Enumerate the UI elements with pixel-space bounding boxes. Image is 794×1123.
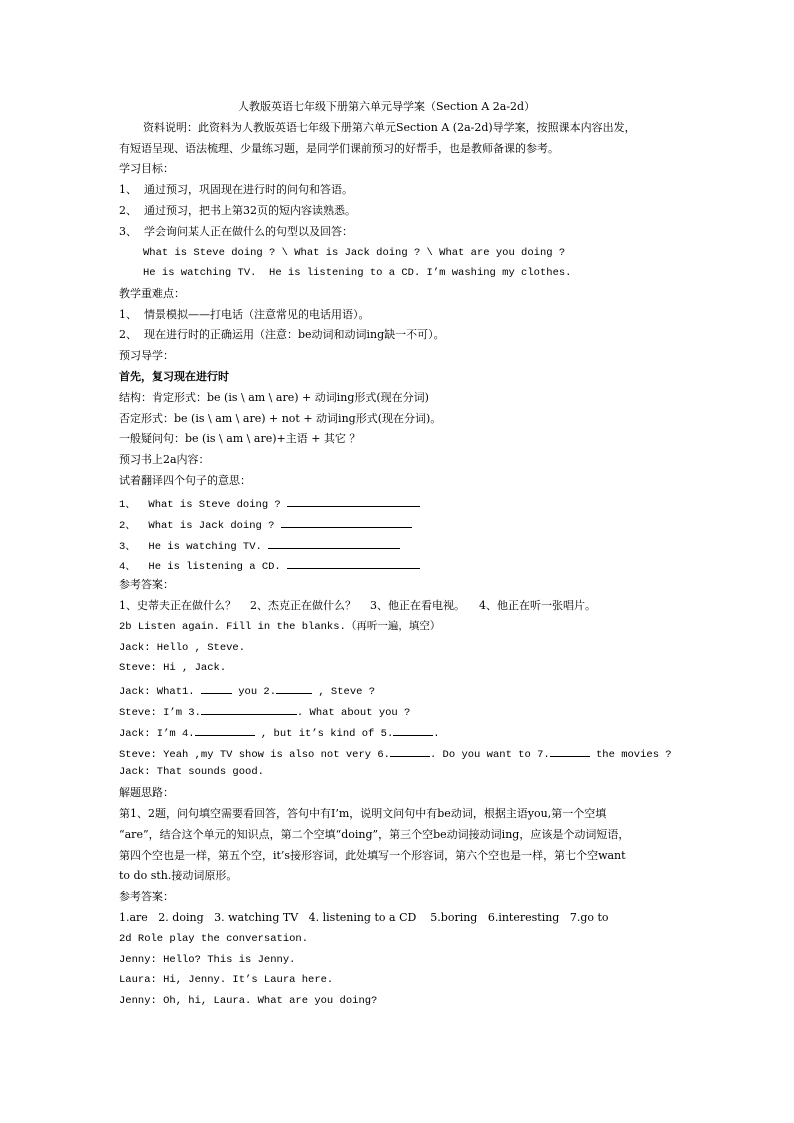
structure-positive: 结构：肯定形式：be (is \ am \ are) + 动词ing形式(现在分词) <box>119 391 429 404</box>
preview-heading: 预习导学： <box>119 349 174 362</box>
dialogue-line-6-b: . Do you want to 7. <box>429 749 550 761</box>
dialogue-line-6-a: Steve: Yeah ,my TV show is also not very 6. <box>119 749 390 761</box>
dialogue-line-5 <box>119 724 440 741</box>
preview-2a: 预习书上2a内容： <box>119 453 210 466</box>
goal-3-answers: He is watching TV. He is listening to a CD. I’m washing my clothes. <box>143 267 572 279</box>
dialogue-line-4-a: Steve: I’m 3. <box>119 707 201 719</box>
dialogue-line-5-b: , but it’s kind of 5. <box>254 728 394 740</box>
exercise-2b: 2b Listen again. Fill in the blanks.（再听一遍，填空） <box>119 621 441 633</box>
dialogue-line-3 <box>119 682 375 699</box>
dialogue-line-3-b: you 2. <box>231 686 277 698</box>
intro-line-2: 有短语呈现、语法梳理、少量练习题，是同学们课前预习的好帮手，也是教师备课的参考。 <box>119 142 559 155</box>
role-line-1: Jenny: Hello? This is Jenny. <box>119 954 296 966</box>
goal-2: 2、 通过预习，把书上第32页的短内容读熟悉。 <box>119 204 356 217</box>
translate-item-3 <box>119 537 400 554</box>
solve-line-2: “are”，结合这个单元的知识点，第二个空填“doing”，第三个空be动词接动词ing，应该是个动词短语， <box>119 828 630 841</box>
solve-line-3: 第四个空也是一样，第五个空，it’s接形容词，此处填写一个形容词，第六个空也是一样，第七个空want <box>119 849 626 862</box>
translate-item-1-text: 1、 What is Steve doing ? <box>119 499 288 511</box>
keypoints-heading: 教学重难点： <box>119 287 185 300</box>
dialogue-line-7: Jack: That sounds good. <box>119 766 264 778</box>
answer-blank[interactable] <box>281 516 412 528</box>
solve-line-1: 第1、2题，问句填空需要看回答，答句中有I’m，说明文问句中有be动词，根据主语you,第一个空填 <box>119 807 607 820</box>
translate-item-3-text: 3、 He is watching TV. <box>119 541 269 553</box>
role-line-3: Jenny: Oh, hi, Laura. What are you doing? <box>119 995 378 1007</box>
fill-blank-3[interactable] <box>201 703 297 715</box>
document-title: 人教版英语七年级下册第六单元导学案（Section A 2a-2d） <box>238 100 536 113</box>
dialogue-line-3-a: Jack: What1. <box>119 686 201 698</box>
fill-blank-6[interactable] <box>390 745 430 757</box>
dialogue-line-3-c: , Steve ? <box>312 686 376 698</box>
translate-item-2 <box>119 516 412 533</box>
answer-heading-1: 参考答案： <box>119 578 174 591</box>
answer-blank[interactable] <box>268 537 400 549</box>
dialogue-line-6 <box>119 745 672 762</box>
first-heading: 首先，复习现在进行时 <box>119 370 229 383</box>
answer-2: 1.are 2. doing 3. watching TV 4. listening to a CD 5.boring 6.interesting 7.go to <box>119 911 609 924</box>
dialogue-line-1: Jack: Hello , Steve. <box>119 642 246 654</box>
answer-blank[interactable] <box>287 557 420 569</box>
translate-item-2-text: 2、 What is Jack doing ? <box>119 520 281 532</box>
translate-heading: 试着翻译四个句子的意思： <box>119 474 251 487</box>
solve-heading: 解题思路： <box>119 786 174 799</box>
dialogue-line-5-c: . <box>433 728 440 740</box>
fill-blank-7[interactable] <box>550 745 590 757</box>
answer-heading-2: 参考答案： <box>119 890 174 903</box>
keypoint-1: 1、 情景模拟——打电话（注意常见的电话用语）。 <box>119 308 370 321</box>
goals-heading: 学习目标： <box>119 162 174 175</box>
exercise-2d: 2d Role play the conversation. <box>119 933 309 945</box>
translate-item-4 <box>119 557 420 574</box>
fill-blank-1[interactable] <box>201 682 232 694</box>
goal-3: 3、 学会询问某人正在做什么的句型以及回答： <box>119 225 353 238</box>
goal-3-questions: What is Steve doing ? \ What is Jack doing ? \ What are you doing ? <box>143 247 566 259</box>
fill-blank-5[interactable] <box>393 724 433 736</box>
keypoint-2: 2、 现在进行时的正确运用（注意：be动词和动词ing缺一不可）。 <box>119 328 445 341</box>
dialogue-line-5-a: Jack: I’m 4. <box>119 728 195 740</box>
fill-blank-2[interactable] <box>276 682 312 694</box>
dialogue-line-6-c: the movies ? <box>589 749 672 761</box>
fill-blank-4[interactable] <box>195 724 255 736</box>
dialogue-line-4-b: . What about you ? <box>296 707 411 719</box>
structure-negative: 否定形式：be (is \ am \ are) + not + 动词ing形式(现在分词)。 <box>119 412 442 425</box>
dialogue-line-4 <box>119 703 410 720</box>
translate-item-4-text: 4、 He is listening a CD. <box>119 561 288 573</box>
solve-line-4: to do sth.接动词原形。 <box>119 869 238 882</box>
role-line-2: Laura: Hi, Jenny. It’s Laura here. <box>119 974 334 986</box>
intro-line-1: 资料说明：此资料为人教版英语七年级下册第六单元Section A (2a-2d)导学案，按照课本内容出发， <box>143 121 636 134</box>
structure-question: 一般疑问句：be (is \ am \ are)+主语 + 其它 ？ <box>119 432 361 445</box>
answer-blank[interactable] <box>287 495 420 507</box>
translate-item-1 <box>119 495 420 512</box>
answer-1: 1、史蒂夫正在做什么？ 2、杰克正在做什么？ 3、他正在看电视。 4、他正在听一张唱片。 <box>119 599 596 612</box>
goal-1: 1、 通过预习，巩固现在进行时的问句和答语。 <box>119 183 353 196</box>
dialogue-line-2: Steve: Hi , Jack. <box>119 662 227 674</box>
